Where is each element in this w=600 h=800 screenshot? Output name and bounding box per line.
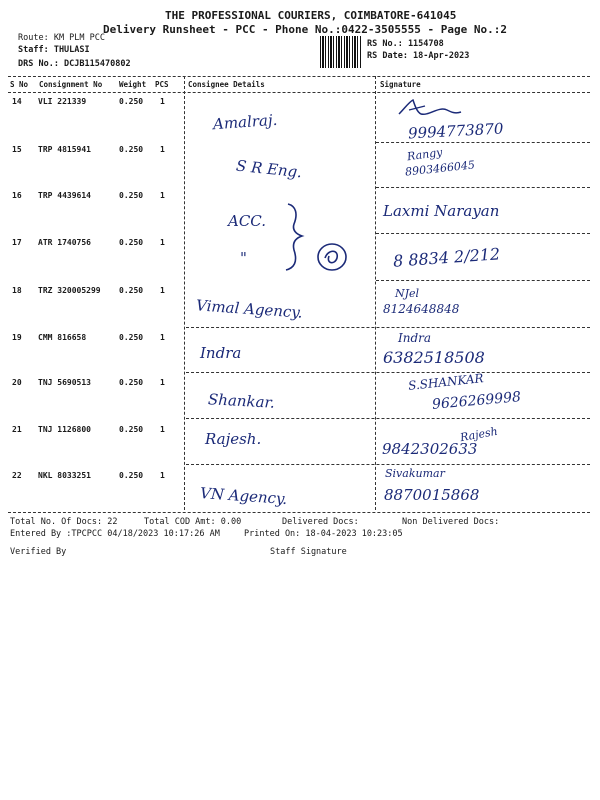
row-sno: 15 <box>12 145 22 154</box>
col-weight: Weight <box>119 80 147 89</box>
row-pcs: 1 <box>160 378 165 387</box>
row-pcs: 1 <box>160 471 165 480</box>
signature-phone: 8870015868 <box>384 486 480 504</box>
row-weight: 0.250 <box>119 97 144 106</box>
signature-name: Indra <box>398 331 432 345</box>
signature-phone: 6382518508 <box>383 348 485 367</box>
row-divider <box>376 280 590 281</box>
non-delivered-docs: Non Delivered Docs: <box>402 517 500 527</box>
rs-number: RS No.: 1154708 <box>367 39 444 49</box>
row-sno: 22 <box>12 471 22 480</box>
consignee-handwriting: VN Agency. <box>199 483 288 509</box>
row-consignment: TRP 4439614 <box>38 191 91 200</box>
col-consignee: Consignee Details <box>188 80 265 89</box>
table-top-rule <box>8 76 590 77</box>
staff-signature: Staff Signature <box>270 547 347 557</box>
row-divider <box>186 418 590 419</box>
col-sno: S No <box>10 80 29 89</box>
delivered-docs: Delivered Docs: <box>282 517 359 527</box>
row-divider <box>376 187 590 188</box>
drs-number: DRS No.: DCJB115470802 <box>18 59 131 69</box>
row-divider <box>186 372 590 373</box>
row-sno: 18 <box>12 286 22 295</box>
signature-name: Rangy <box>406 145 444 164</box>
runsheet-subtitle: Delivery Runsheet - PCC - Phone No.:0422-3505555 - Page No.:2 <box>103 23 507 36</box>
printed-on: Printed On: 18-04-2023 10:23:05 <box>244 529 403 539</box>
row-pcs: 1 <box>160 286 165 295</box>
row-sno: 21 <box>12 425 22 434</box>
row-weight: 0.250 <box>119 145 144 154</box>
staff-label: Staff: THULASI <box>18 45 90 55</box>
signature-phone: 9842302633 <box>382 440 478 458</box>
row-pcs: 1 <box>160 333 165 342</box>
barcode <box>320 36 362 68</box>
consignee-handwriting: Amalraj. <box>212 110 278 134</box>
signature-phone: 8 8834 2/212 <box>392 244 501 271</box>
row-divider <box>186 464 590 465</box>
row-consignment: TNJ 1126800 <box>38 425 91 434</box>
row-weight: 0.250 <box>119 378 144 387</box>
col-consignment: Consignment No <box>39 80 103 89</box>
consignee-handwriting: Indra <box>200 344 242 362</box>
row-weight: 0.250 <box>119 238 144 247</box>
row-weight: 0.250 <box>119 471 144 480</box>
row-weight: 0.250 <box>119 286 144 295</box>
row-weight: 0.250 <box>119 333 144 342</box>
signature-scribble <box>395 96 465 122</box>
signature-phone: 9994773870 <box>407 119 504 143</box>
signature-phone: 8124648848 <box>383 302 460 316</box>
signature-phone: 8903466045 <box>404 158 476 179</box>
consignee-handwriting: S R Eng. <box>235 156 303 182</box>
entered-by: Entered By :TPCPCC 04/18/2023 10:17:26 AM <box>10 529 220 539</box>
signature-phone: 9626269998 <box>431 389 522 413</box>
row-pcs: 1 <box>160 238 165 247</box>
row-consignment: ATR 1740756 <box>38 238 91 247</box>
row-divider <box>376 233 590 234</box>
signature-name: Sivakumar <box>385 467 445 480</box>
consignee-column-divider <box>184 76 185 510</box>
row-consignment: VLI 221339 <box>38 97 87 106</box>
consignee-handwriting: Vimal Agency. <box>195 296 304 322</box>
row-pcs: 1 <box>160 425 165 434</box>
row-sno: 19 <box>12 333 22 342</box>
row-sno: 20 <box>12 378 22 387</box>
row-weight: 0.250 <box>119 191 144 200</box>
row-consignment: TRZ 320005299 <box>38 286 101 295</box>
company-title: THE PROFESSIONAL COURIERS, COIMBATORE-641045 <box>165 9 457 22</box>
row-divider <box>186 327 590 328</box>
row-consignment: TNJ 5690513 <box>38 378 91 387</box>
row-weight: 0.250 <box>119 425 144 434</box>
row-pcs: 1 <box>160 145 165 154</box>
total-cod: Total COD Amt: 0.00 <box>144 517 242 527</box>
signature-name: Rajesh <box>459 424 499 445</box>
row-sno: 16 <box>12 191 22 200</box>
consignee-handwriting: Shankar. <box>207 390 276 412</box>
table-header-rule <box>8 92 590 93</box>
row-sno: 17 <box>12 238 22 247</box>
table-bottom-rule <box>8 512 590 513</box>
row-consignment: CMM 816658 <box>38 333 87 342</box>
consignee-handwriting: " <box>240 249 247 267</box>
total-docs: Total No. Of Docs: 22 <box>10 517 118 527</box>
row-pcs: 1 <box>160 97 165 106</box>
row-sno: 14 <box>12 97 22 106</box>
row-pcs: 1 <box>160 191 165 200</box>
rs-date: RS Date: 18-Apr-2023 <box>367 51 470 61</box>
consignee-handwriting: ACC. <box>228 212 267 230</box>
col-pcs: PCS <box>155 80 169 89</box>
route-label: Route: KM PLM PCC <box>18 33 105 43</box>
signature-name: NJel <box>395 287 420 300</box>
col-signature: Signature <box>380 80 421 89</box>
brace-mark <box>282 200 362 275</box>
row-consignment: NKL 8033251 <box>38 471 91 480</box>
verified-by: Verified By <box>10 547 67 557</box>
signature-name: Laxmi Narayan <box>383 202 500 220</box>
signature-name: S.SHANKAR <box>407 371 485 393</box>
consignee-handwriting: Rajesh. <box>205 430 262 448</box>
row-consignment: TRP 4815941 <box>38 145 91 154</box>
